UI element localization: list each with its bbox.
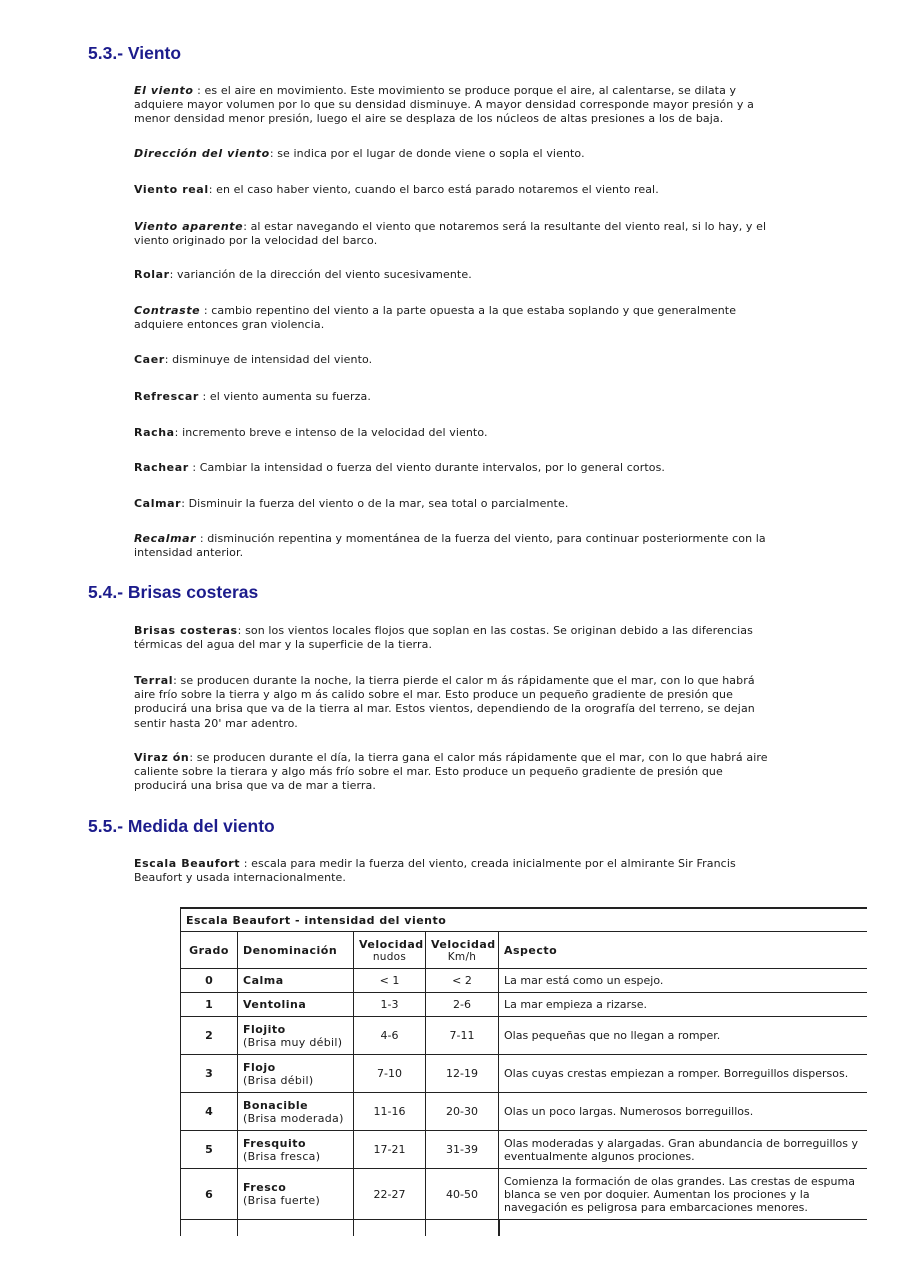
cell-grado: 0 bbox=[181, 969, 238, 993]
definition: : varianción de la dirección del viento sucesivamente. bbox=[169, 268, 472, 281]
term: Viento real bbox=[134, 183, 209, 196]
cell-denominacion bbox=[238, 1017, 354, 1055]
cell-nudos: 1-3 bbox=[354, 993, 426, 1017]
cell-denominacion bbox=[238, 969, 354, 993]
cell-nudos: 11-16 bbox=[354, 1093, 426, 1131]
definition: : escala para medir la fuerza del viento, creada inicialmente por el almirante Sir Francis Beaufort y usada internacionalmente. bbox=[134, 857, 736, 885]
def-caer bbox=[134, 353, 774, 367]
table-row bbox=[181, 1017, 867, 1055]
cell-aspecto: La mar empieza a rizarse. bbox=[499, 993, 867, 1017]
denominacion-name: Flojo bbox=[243, 1060, 276, 1074]
cell-grado: 2 bbox=[181, 1017, 238, 1055]
def-racha bbox=[134, 426, 774, 440]
cell-kmh: 20-30 bbox=[426, 1093, 499, 1131]
cell-empty bbox=[499, 1220, 867, 1237]
section-title-viento: 5.3.- Viento bbox=[88, 43, 182, 63]
term: Recalmar bbox=[134, 532, 197, 545]
table-row bbox=[181, 1055, 867, 1093]
header-velocidad-nudos bbox=[354, 932, 426, 969]
term: Brisas costeras bbox=[134, 624, 238, 637]
header-aspecto: Aspecto bbox=[499, 932, 867, 969]
term: Caer bbox=[134, 353, 165, 366]
term: Calmar bbox=[134, 497, 182, 510]
table-row bbox=[181, 1169, 867, 1220]
cell-aspecto: Olas pequeñas que no llegan a romper. bbox=[499, 1017, 867, 1055]
cell-empty bbox=[238, 1220, 354, 1237]
term: Viraz ón bbox=[134, 751, 190, 764]
definition: : el viento aumenta su fuerza. bbox=[198, 390, 371, 403]
header-velocidad-label: Velocidad bbox=[359, 937, 424, 951]
cell-denominacion bbox=[238, 1169, 354, 1220]
cell-denominacion bbox=[238, 1055, 354, 1093]
header-denominacion: Denominación bbox=[238, 932, 354, 969]
term: Refrescar bbox=[134, 390, 199, 403]
definition: : incremento breve e intenso de la velocidad del viento. bbox=[174, 426, 488, 439]
header-grado: Grado bbox=[181, 932, 238, 969]
definition: : Disminuir la fuerza del viento o de la mar, sea total o parcialmente. bbox=[181, 497, 569, 510]
cell-aspecto: Olas un poco largas. Numerosos borreguillos. bbox=[499, 1093, 867, 1131]
cell-grado: 5 bbox=[181, 1131, 238, 1169]
def-calmar bbox=[134, 497, 774, 511]
term: Escala Beaufort bbox=[134, 857, 241, 870]
table-row bbox=[181, 993, 867, 1017]
table-row bbox=[181, 1093, 867, 1131]
cell-kmh: 40-50 bbox=[426, 1169, 499, 1220]
term: Contraste bbox=[134, 304, 201, 317]
cell-nudos: 17-21 bbox=[354, 1131, 426, 1169]
table-row-continued bbox=[181, 1220, 867, 1237]
cell-empty bbox=[426, 1220, 499, 1237]
denominacion-name: Fresco bbox=[243, 1181, 287, 1194]
cell-nudos: < 1 bbox=[354, 969, 426, 993]
header-unit-nudos: nudos bbox=[372, 950, 407, 963]
definition: : es el aire en movimiento. Este movimiento se produce porque el aire, al calentarse, se dilata y adquiere mayor volumen por lo que su densidad disminuye. A mayor densidad corresponde mayor presión y a menor densidad menor presión, luego el aire se desplaza de los núcleos de altas presiones a los de baja. bbox=[134, 84, 754, 126]
cell-nudos: 4-6 bbox=[354, 1017, 426, 1055]
def-viento-aparente bbox=[134, 220, 774, 248]
def-rolar bbox=[134, 268, 774, 282]
table-row bbox=[181, 969, 867, 993]
denominacion-name: Fresquito bbox=[243, 1136, 307, 1150]
definition: : Cambiar la intensidad o fuerza del viento durante intervalos, por lo general cortos. bbox=[188, 461, 666, 474]
definition: : cambio repentino del viento a la parte opuesta a la que estaba soplando y que generalmente adquiere entonces gran violencia. bbox=[134, 304, 737, 332]
cell-aspecto: Comienza la formación de olas grandes. Las crestas de espuma blanca se ven por doquier. Aumentan los prociones y la navegación es peligrosa para embarcaciones menores. bbox=[499, 1169, 867, 1220]
definition: : disminuye de intensidad del viento. bbox=[164, 353, 373, 366]
table-caption: Escala Beaufort - intensidad del viento bbox=[181, 908, 867, 932]
cell-nudos: 7-10 bbox=[354, 1055, 426, 1093]
def-direccion bbox=[134, 147, 774, 161]
header-velocidad-kmh bbox=[426, 932, 499, 969]
def-brisas-costeras bbox=[134, 624, 774, 652]
def-viento-real bbox=[134, 183, 774, 197]
cell-aspecto: La mar está como un espejo. bbox=[499, 969, 867, 993]
cell-empty bbox=[354, 1220, 426, 1237]
def-recalmar bbox=[134, 532, 774, 560]
cell-kmh: < 2 bbox=[426, 969, 499, 993]
header-velocidad-label: Velocidad bbox=[431, 937, 496, 951]
cell-empty bbox=[181, 1220, 238, 1237]
term: Rolar bbox=[134, 268, 170, 281]
definition: : se producen durante la noche, la tierra pierde el calor m ás rápidamente que el mar, con lo que habrá aire frío sobre la tierra y algo m ás calido sobre el mar. Esto produce un pequeño gradiente de presión que producirá una brisa que va de la tierra al mar. Estos vientos, dependiendo de la orografía del terreno, se dejan sentir hasta 20' mar adentro. bbox=[134, 674, 755, 730]
cell-denominacion bbox=[238, 1093, 354, 1131]
term: El viento bbox=[134, 84, 194, 97]
section-title-brisas: 5.4.- Brisas costeras bbox=[88, 582, 259, 602]
term: Viento aparente bbox=[134, 220, 244, 233]
denominacion-name: Calma bbox=[243, 974, 284, 987]
cell-kmh: 31-39 bbox=[426, 1131, 499, 1169]
denominacion-sub: (Brisa muy débil) bbox=[243, 1035, 343, 1049]
cell-grado: 4 bbox=[181, 1093, 238, 1131]
term: Racha bbox=[134, 426, 175, 439]
header-unit-kmh: Km/h bbox=[447, 950, 477, 963]
table-row bbox=[181, 1131, 867, 1169]
denominacion-sub: (Brisa moderada) bbox=[243, 1111, 344, 1125]
beaufort-table bbox=[180, 907, 867, 1236]
cell-grado: 3 bbox=[181, 1055, 238, 1093]
cell-kmh: 7-11 bbox=[426, 1017, 499, 1055]
definition: : se producen durante el día, la tierra gana el calor más rápidamente que el mar, con lo que habrá aire caliente sobre la tierara y algo más frío sobre el mar. Esto produce un pequeño gradiente de presión que producirá una brisa que va de mar a tierra. bbox=[134, 751, 768, 793]
section-title-medida: 5.5.- Medida del viento bbox=[88, 816, 275, 836]
denominacion-sub: (Brisa fresca) bbox=[243, 1149, 321, 1163]
cell-kmh: 2-6 bbox=[426, 993, 499, 1017]
def-contraste bbox=[134, 304, 774, 332]
denominacion-sub: (Brisa fuerte) bbox=[243, 1194, 321, 1207]
definition: : son los vientos locales flojos que soplan en las costas. Se originan debido a las diferencias térmicas del agua del mar y la superficie de la tierra. bbox=[134, 624, 753, 652]
def-virazon bbox=[134, 751, 774, 794]
term: Terral bbox=[134, 674, 174, 687]
definition: : se indica por el lugar de donde viene o sopla el viento. bbox=[269, 147, 585, 160]
def-terral bbox=[134, 674, 774, 731]
table-header-row bbox=[181, 932, 867, 969]
term: Dirección del viento bbox=[134, 147, 270, 160]
cell-grado: 6 bbox=[181, 1169, 238, 1220]
cell-nudos: 22-27 bbox=[354, 1169, 426, 1220]
denominacion-sub: (Brisa débil) bbox=[243, 1073, 314, 1087]
def-escala-beaufort bbox=[134, 857, 774, 885]
definition: : en el caso haber viento, cuando el barco está parado notaremos el viento real. bbox=[208, 183, 659, 196]
cell-aspecto: Olas moderadas y alargadas. Gran abundancia de borreguillos y eventualmente algunos prociones. bbox=[499, 1131, 867, 1169]
cell-denominacion bbox=[238, 1131, 354, 1169]
denominacion-name: Flojito bbox=[243, 1022, 286, 1036]
cell-grado: 1 bbox=[181, 993, 238, 1017]
denominacion-name: Bonacible bbox=[243, 1098, 309, 1112]
definition: : al estar navegando el viento que notaremos será la resultante del viento real, si lo hay, y el viento originado por la velocidad del barco. bbox=[134, 220, 767, 248]
cell-aspecto: Olas cuyas crestas empiezan a romper. Borreguillos dispersos. bbox=[499, 1055, 867, 1093]
def-el-viento bbox=[134, 84, 774, 127]
def-refrescar bbox=[134, 390, 774, 404]
definition: : disminución repentina y momentánea de la fuerza del viento, para continuar posteriormente con la intensidad anterior. bbox=[134, 532, 766, 560]
denominacion-name: Ventolina bbox=[243, 998, 307, 1011]
def-rachear bbox=[134, 461, 774, 475]
cell-kmh: 12-19 bbox=[426, 1055, 499, 1093]
cell-denominacion bbox=[238, 993, 354, 1017]
term: Rachear bbox=[134, 461, 189, 474]
